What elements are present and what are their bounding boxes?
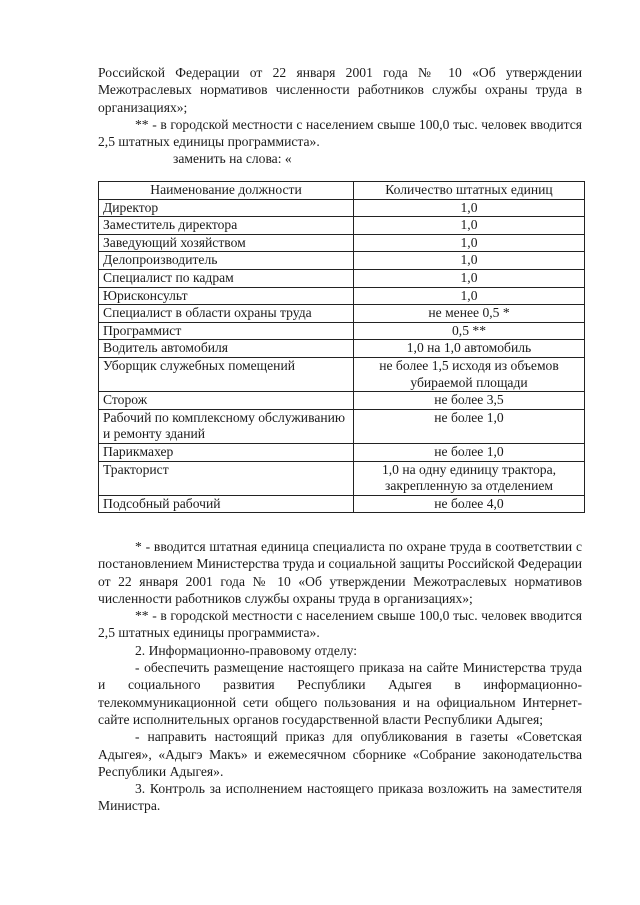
table-row [99, 495, 585, 513]
position-cell: Заведующий хозяйством [99, 234, 354, 252]
position-cell: Специалист по кадрам [99, 269, 354, 287]
paragraph-reference: Российской Федерации от 22 января 2001 года № 10 «Об утверждении Межотраслевых нормативов численности работников службы охраны труда в организациях»; [98, 65, 582, 115]
position-cell: Водитель автомобиля [99, 340, 354, 358]
quantity-cell: 1,0 [354, 217, 585, 235]
quantity-cell: 1,0 [354, 269, 585, 287]
position-cell: Заместитель директора [99, 217, 354, 235]
footnote-programmer-repeat: ** - в городской местности с населением свыше 100,0 тыс. человек вводится 2,5 штатных единицы программиста». [98, 608, 582, 641]
item-2-heading: 2. Информационно-правовому отделу: [135, 642, 358, 658]
item-3-control: 3. Контроль за исполнением настоящего приказа возложить на заместителя Министра. [98, 781, 582, 814]
quantity-cell: 1,0 [354, 252, 585, 270]
quantity-cell: не более 1,5 исходя из объемов убираемой площади [354, 357, 585, 391]
position-cell: Специалист в области охраны труда [99, 305, 354, 323]
position-cell: Директор [99, 199, 354, 217]
table-body [99, 199, 585, 513]
replace-phrase: заменить на слова: « [173, 151, 292, 167]
table-row [99, 340, 585, 358]
quantity-cell: не менее 0,5 * [354, 305, 585, 323]
table-row [99, 461, 585, 495]
footnote-programmer: ** - в городской местности с населением свыше 100,0 тыс. человек вводится 2,5 штатных единицы программиста». [98, 116, 582, 150]
bottom-text-block [98, 538, 582, 815]
item-2-publish-site: - обеспечить размещение настоящего приказа на сайте Министерства труда и социального развития Республики Адыгея в информационно-телекоммуникационной сети общего пользования и на официальном Интернет-сайте исполнительных органов государственной власти Республики Адыгея; [98, 660, 582, 727]
header-quantity: Количество штатных единиц [354, 182, 585, 200]
position-cell: Юрисконсульт [99, 287, 354, 305]
quantity-cell: не более 4,0 [354, 495, 585, 513]
position-cell: Сторож [99, 392, 354, 410]
table-row [99, 409, 585, 443]
table-row [99, 199, 585, 217]
quantity-cell: не более 1,0 [354, 443, 585, 461]
footnote-safety-specialist: * - вводится штатная единица специалиста по охране труда в соответствии с постановлением Министерства труда и социальной защиты Российской Федерации от 22 января 2001 года № 10 «Об утверждении Межотраслевых нормативов численности работников службы охраны труда в организациях»; [98, 539, 582, 606]
position-cell: Подсобный рабочий [99, 495, 354, 513]
table-row [99, 357, 585, 391]
quantity-cell: 1,0 [354, 287, 585, 305]
table-row [99, 392, 585, 410]
table-row [99, 234, 585, 252]
table-row [99, 252, 585, 270]
position-cell: Рабочий по комплексному обслуживанию и ремонту зданий [99, 409, 354, 443]
position-cell: Тракторист [99, 461, 354, 495]
table-row [99, 443, 585, 461]
table-header-row [99, 182, 585, 200]
position-cell: Делопроизводитель [99, 252, 354, 270]
quantity-cell: 1,0 на одну единицу трактора, закрепленную за отделением [354, 461, 585, 495]
quantity-cell: 1,0 на 1,0 автомобиль [354, 340, 585, 358]
table-row [99, 217, 585, 235]
position-cell: Уборщик служебных помещений [99, 357, 354, 391]
table-row [99, 287, 585, 305]
table-row [99, 305, 585, 323]
quantity-cell: 1,0 [354, 234, 585, 252]
position-cell: Парикмахер [99, 443, 354, 461]
position-cell: Программист [99, 322, 354, 340]
table-row [99, 269, 585, 287]
table-row [99, 322, 585, 340]
staff-table [98, 181, 585, 513]
quantity-cell: 1,0 [354, 199, 585, 217]
header-position: Наименование должности [99, 182, 354, 200]
top-text-block [98, 64, 582, 168]
quantity-cell: не более 3,5 [354, 392, 585, 410]
item-2-publish-newspapers: - направить настоящий приказ для опубликования в газеты «Советская Адыгея», «Адыгэ Макъ» и ежемесячном сборнике «Собрание законодательства Республики Адыгея». [98, 729, 582, 779]
quantity-cell: не более 1,0 [354, 409, 585, 443]
quantity-cell: 0,5 ** [354, 322, 585, 340]
